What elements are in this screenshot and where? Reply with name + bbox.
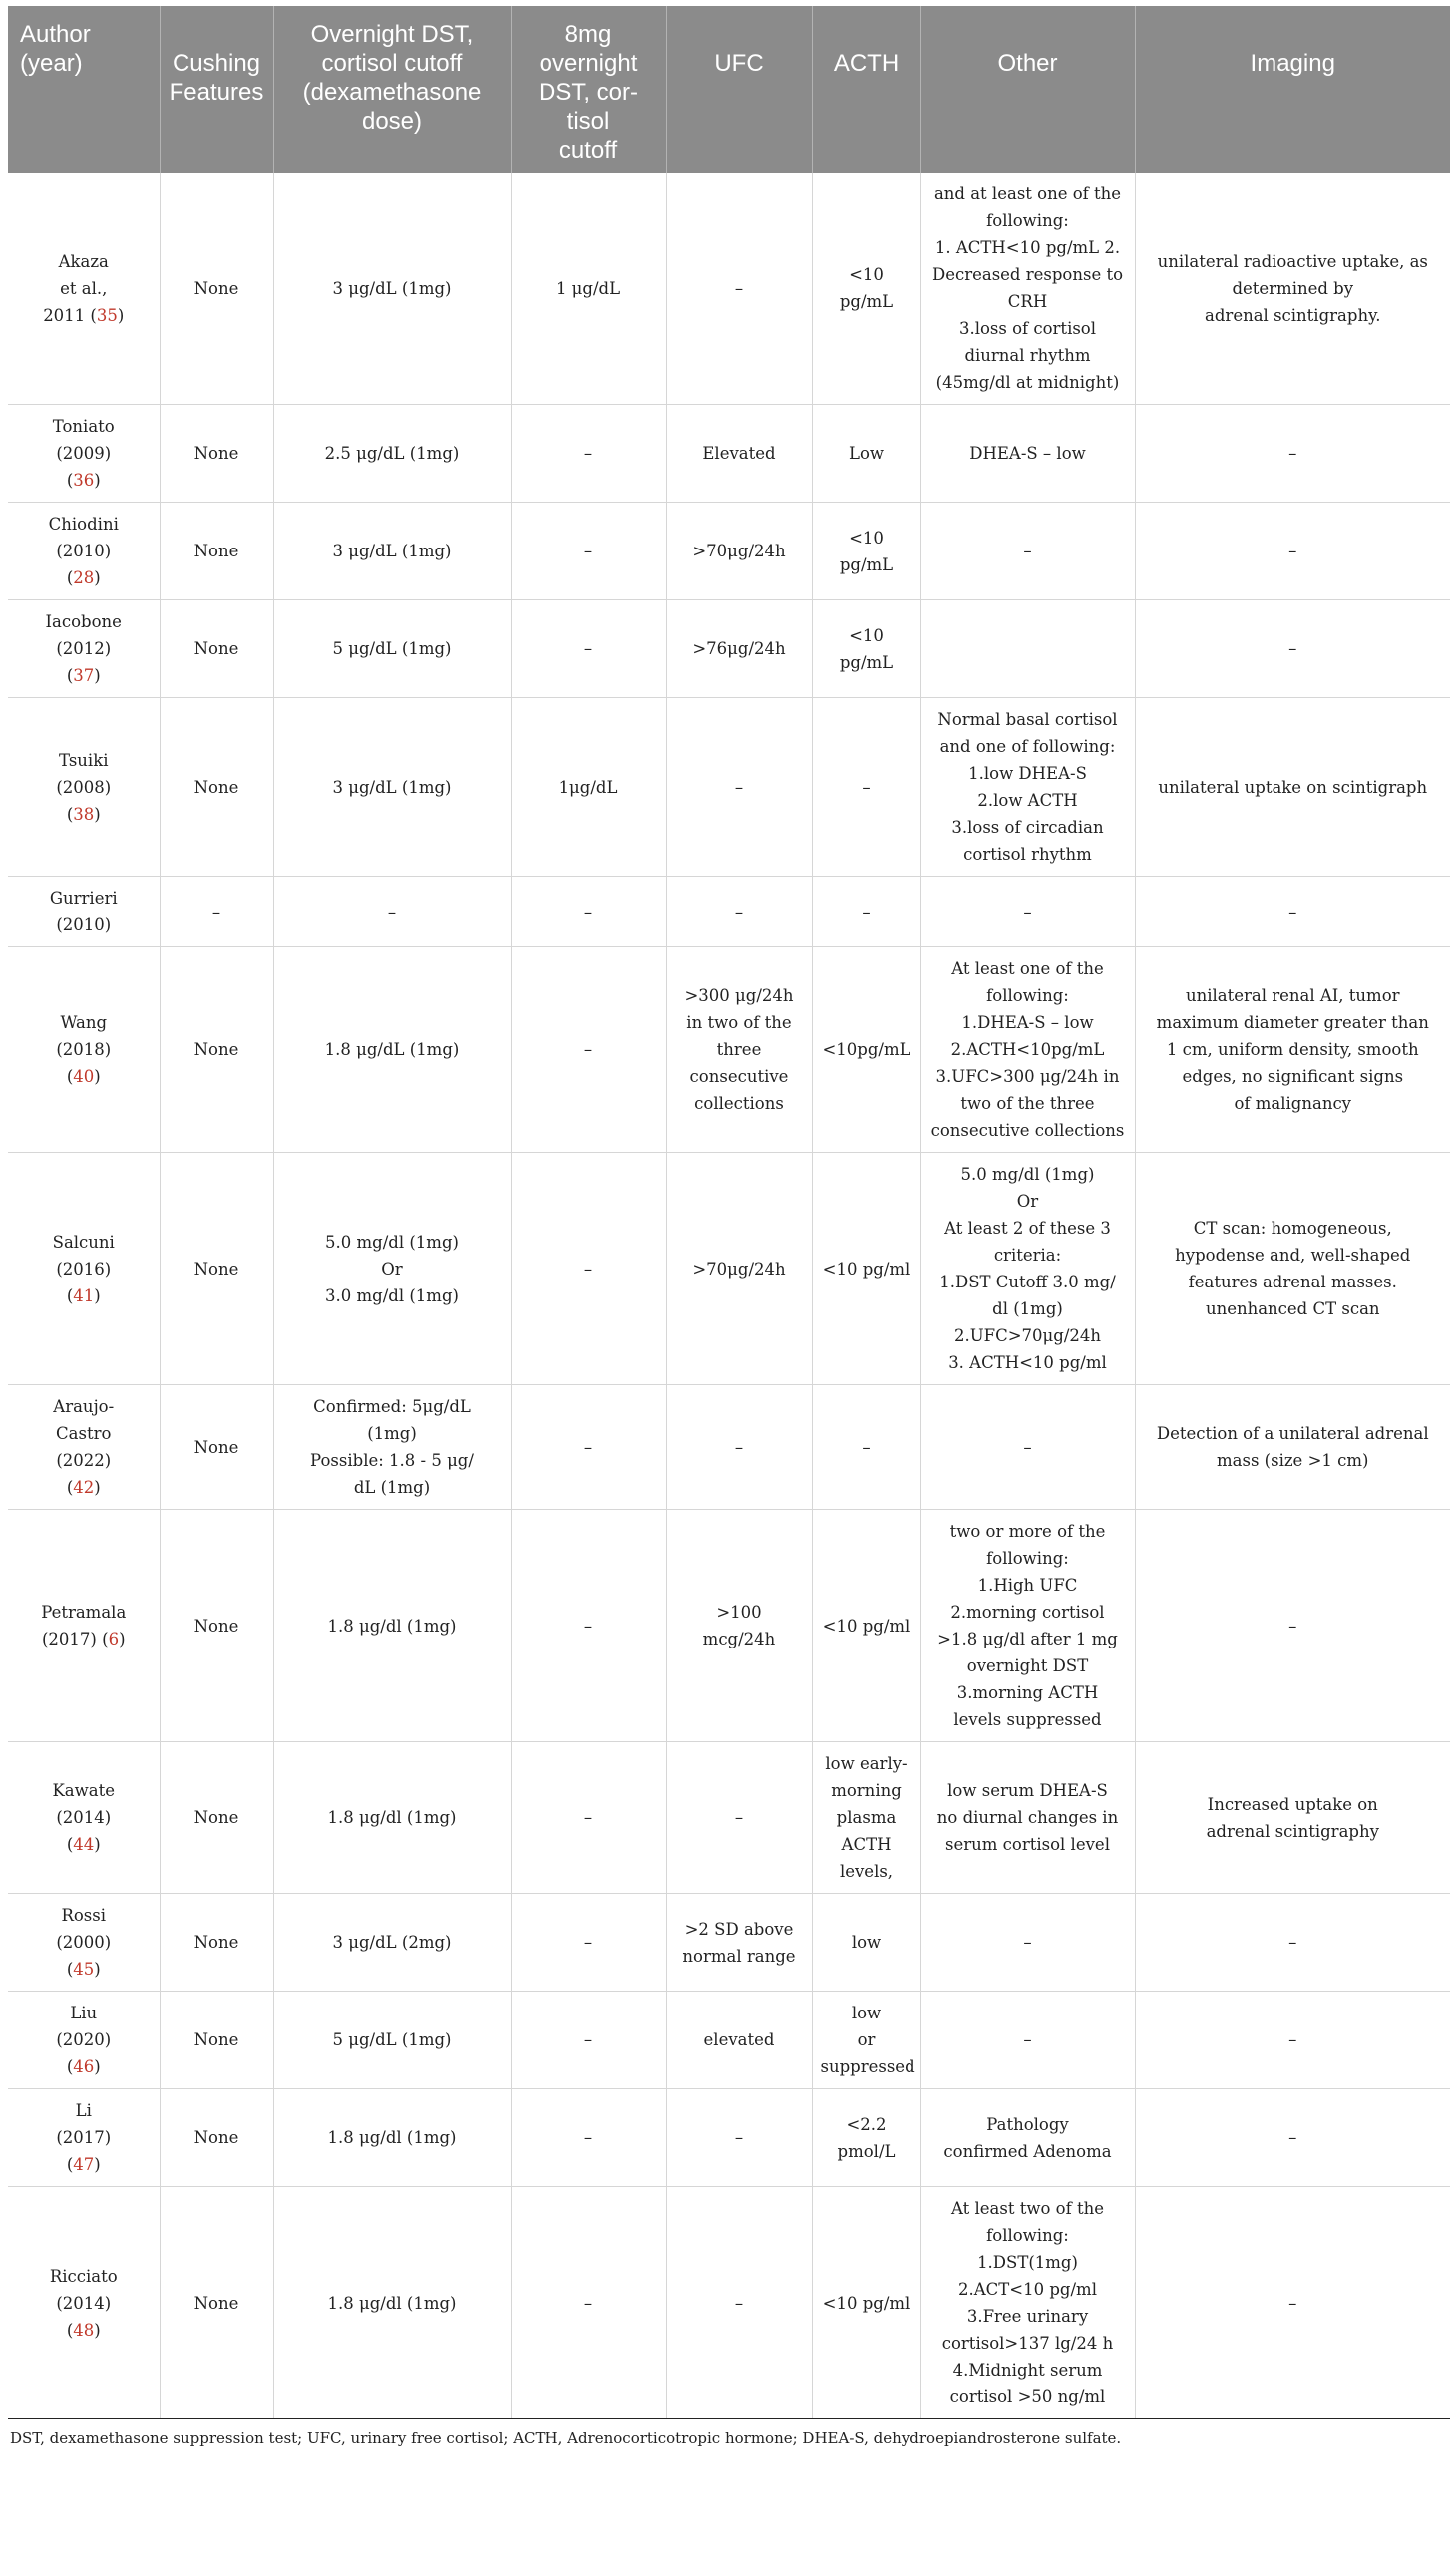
imaging-cell: – [1135, 600, 1450, 698]
author-name: Ricciato (2014) ( [49, 2266, 118, 2340]
cushing-features-cell: None [160, 600, 273, 698]
acth-cell: – [812, 1385, 920, 1510]
imaging-cell: – [1135, 1894, 1450, 1992]
other-cell: low serum DHEA-S no diurnal changes in serum cortisol level [920, 1742, 1135, 1894]
author-cell [8, 947, 160, 1153]
dst-8mg-cell: – [511, 1385, 666, 1510]
other-cell: At least one of the following: 1.DHEA-S – low 2.ACTH<10pg/mL 3.UFC>300 μg/24h in two of the three consecutive collections [920, 947, 1135, 1153]
table-row [8, 2187, 1450, 2419]
author-cell [8, 503, 160, 600]
header-row [8, 6, 1450, 173]
ufc-cell: – [666, 173, 812, 405]
author-cell [8, 405, 160, 503]
acth-cell: <10 pg/ml [812, 1510, 920, 1742]
cushing-features-header: Cushing Features [160, 6, 273, 173]
cushing-features-cell: None [160, 1153, 273, 1385]
imaging-cell: – [1135, 405, 1450, 503]
ufc-header: UFC [666, 6, 812, 173]
other-header: Other [920, 6, 1135, 173]
reference-link[interactable]: 38 [73, 804, 95, 824]
imaging-cell: – [1135, 1510, 1450, 1742]
dst-8mg-header: 8mg overnight DST, cor- tisol cutoff [511, 6, 666, 173]
table-row [8, 1510, 1450, 1742]
author-name: Akaza et al., 2011 ( [43, 251, 109, 325]
other-cell: – [920, 503, 1135, 600]
reference-link[interactable]: 35 [96, 305, 118, 325]
table-row [8, 1992, 1450, 2089]
other-cell: and at least one of the following: 1. ACTH<10 pg/mL 2. Decreased response to CRH 3.loss of cortisol diurnal rhythm (45mg/dl at midnight) [920, 173, 1135, 405]
table-row [8, 698, 1450, 877]
ufc-cell: – [666, 1385, 812, 1510]
acth-cell: <10pg/mL [812, 947, 920, 1153]
imaging-cell: Increased uptake on adrenal scintigraphy [1135, 1742, 1450, 1894]
table-row [8, 600, 1450, 698]
imaging-cell: – [1135, 877, 1450, 947]
ufc-cell: >70μg/24h [666, 1153, 812, 1385]
other-cell [920, 600, 1135, 698]
reference-close: ) [117, 305, 125, 325]
author-name: Iacobone (2012) ( [45, 612, 122, 685]
table-footnote: DST, dexamethasone suppression test; UFC, urinary free cortisol; ACTH, Adrenocorticotropic hormone; DHEA-S, dehydroepiandrosterone sulfate. [10, 2429, 1122, 2447]
reference-close: ) [94, 1478, 101, 1497]
reference-link[interactable]: 48 [73, 2320, 95, 2340]
other-cell: Normal basal cortisol and one of following: 1.low DHEA-S 2.low ACTH 3.loss of circadian cortisol rhythm [920, 698, 1135, 877]
other-cell: DHEA-S – low [920, 405, 1135, 503]
author-cell [8, 1153, 160, 1385]
author-name: Araujo- Castro (2022) ( [53, 1397, 115, 1497]
overnight-dst-cell: 5 μg/dL (1mg) [273, 1992, 511, 2089]
author-cell [8, 1894, 160, 1992]
ufc-cell: >2 SD above normal range [666, 1894, 812, 1992]
dst-8mg-cell: – [511, 877, 666, 947]
dst-8mg-cell: – [511, 405, 666, 503]
other-cell: 5.0 mg/dl (1mg) Or At least 2 of these 3 criteria: 1.DST Cutoff 3.0 mg/ dl (1mg) 2.UFC>70μg/24h 3. ACTH<10 pg/ml [920, 1153, 1135, 1385]
table-row [8, 503, 1450, 600]
author-cell [8, 173, 160, 405]
imaging-cell: CT scan: homogeneous, hypodense and, well-shaped features adrenal masses. unenhanced CT scan [1135, 1153, 1450, 1385]
author-name: Rossi (2000) ( [56, 1906, 112, 1979]
author-name: Salcuni (2016) ( [52, 1232, 115, 1305]
author-name: Li (2017) ( [56, 2101, 112, 2174]
ufc-cell: Elevated [666, 405, 812, 503]
overnight-dst-cell: 3 μg/dL (1mg) [273, 698, 511, 877]
criteria-table [8, 6, 1450, 2419]
dst-8mg-cell: – [511, 1153, 666, 1385]
reference-link[interactable]: 46 [73, 2057, 95, 2076]
table-row [8, 1894, 1450, 1992]
cushing-features-cell: None [160, 1992, 273, 2089]
dst-8mg-cell: – [511, 1742, 666, 1894]
author-cell [8, 1385, 160, 1510]
overnight-dst-cell: Confirmed: 5μg/dL (1mg) Possible: 1.8 - 5 μg/ dL (1mg) [273, 1385, 511, 1510]
author-name: Tsuiki (2008) ( [56, 750, 112, 824]
reference-link[interactable]: 6 [108, 1630, 120, 1648]
overnight-dst-cell: 1.8 μg/dL (1mg) [273, 947, 511, 1153]
acth-cell: <10 pg/mL [812, 600, 920, 698]
other-cell: – [920, 1992, 1135, 2089]
overnight-dst-cell: – [273, 877, 511, 947]
overnight-dst-cell: 3 μg/dL (1mg) [273, 173, 511, 405]
reference-close: ) [94, 568, 101, 587]
dst-8mg-cell: – [511, 2187, 666, 2419]
author-name: Chiodini (2010) ( [48, 515, 119, 587]
author-cell [8, 2089, 160, 2187]
imaging-cell: – [1135, 2089, 1450, 2187]
other-cell: – [920, 1894, 1135, 1992]
imaging-cell: unilateral radioactive uptake, as determined by adrenal scintigraphy. [1135, 173, 1450, 405]
cushing-features-cell: None [160, 1894, 273, 1992]
reference-link[interactable]: 28 [73, 568, 95, 587]
ufc-cell: – [666, 2089, 812, 2187]
cushing-features-cell: None [160, 947, 273, 1153]
author-cell [8, 1992, 160, 2089]
acth-cell: – [812, 877, 920, 947]
ufc-cell: – [666, 698, 812, 877]
acth-cell: <10 pg/ml [812, 1153, 920, 1385]
dst-8mg-cell: – [511, 947, 666, 1153]
reference-close: ) [94, 2057, 101, 2076]
author-cell [8, 698, 160, 877]
ufc-cell: >300 μg/24h in two of the three consecutive collections [666, 947, 812, 1153]
other-cell: two or more of the following: 1.High UFC 2.morning cortisol >1.8 μg/dl after 1 mg overnight DST 3.morning ACTH levels suppressed [920, 1510, 1135, 1742]
reference-close: ) [94, 1960, 101, 1979]
ufc-cell: >76μg/24h [666, 600, 812, 698]
table-row [8, 1153, 1450, 1385]
author-year-header: Author (year) [8, 6, 160, 173]
cushing-features-cell: None [160, 698, 273, 877]
overnight-dst-cell: 1.8 μg/dl (1mg) [273, 2187, 511, 2419]
reference-link[interactable]: 42 [73, 1478, 95, 1497]
reference-close: ) [94, 666, 101, 685]
dst-8mg-cell: – [511, 2089, 666, 2187]
author-cell [8, 1742, 160, 1894]
reference-link[interactable]: 36 [73, 471, 95, 490]
reference-close: ) [94, 2155, 101, 2174]
author-name: Toniato (2009) ( [52, 417, 115, 490]
table-row [8, 1742, 1450, 1894]
author-name: Wang (2018) ( [56, 1013, 112, 1086]
author-name: Liu (2020) ( [56, 2004, 112, 2076]
imaging-header: Imaging [1135, 6, 1450, 173]
author-cell [8, 1510, 160, 1742]
reference-link[interactable]: 45 [73, 1960, 95, 1979]
reference-link[interactable]: 47 [73, 2155, 95, 2174]
author-cell [8, 2187, 160, 2419]
acth-cell: – [812, 698, 920, 877]
acth-cell: <10 pg/mL [812, 173, 920, 405]
overnight-dst-header: Overnight DST, cortisol cutoff (dexamethasone dose) [273, 6, 511, 173]
overnight-dst-cell: 5.0 mg/dl (1mg) Or 3.0 mg/dl (1mg) [273, 1153, 511, 1385]
acth-cell: low or suppressed [812, 1992, 920, 2089]
reference-link[interactable]: 37 [73, 666, 95, 685]
overnight-dst-cell: 3 μg/dL (1mg) [273, 503, 511, 600]
overnight-dst-cell: 5 μg/dL (1mg) [273, 600, 511, 698]
table-row [8, 2089, 1450, 2187]
imaging-cell: – [1135, 2187, 1450, 2419]
cushing-features-cell: None [160, 2089, 273, 2187]
reference-close: ) [119, 1630, 126, 1648]
dst-8mg-cell: – [511, 600, 666, 698]
cushing-features-cell: None [160, 173, 273, 405]
acth-cell: Low [812, 405, 920, 503]
other-cell: – [920, 1385, 1135, 1510]
table-row [8, 947, 1450, 1153]
overnight-dst-cell: 1.8 μg/dl (1mg) [273, 1510, 511, 1742]
cushing-features-cell: None [160, 503, 273, 600]
ufc-cell: >70μg/24h [666, 503, 812, 600]
ufc-cell: – [666, 2187, 812, 2419]
table-row [8, 405, 1450, 503]
reference-close: ) [94, 1835, 101, 1854]
acth-header: ACTH [812, 6, 920, 173]
table-row [8, 877, 1450, 947]
author-cell [8, 877, 160, 947]
cushing-features-cell: None [160, 1385, 273, 1510]
ufc-cell: elevated [666, 1992, 812, 2089]
overnight-dst-cell: 3 μg/dL (2mg) [273, 1894, 511, 1992]
reference-link[interactable]: 41 [73, 1285, 95, 1305]
imaging-cell: unilateral uptake on scintigraph [1135, 698, 1450, 877]
cushing-features-cell: None [160, 1510, 273, 1742]
reference-close: ) [94, 471, 101, 490]
cushing-features-cell: None [160, 405, 273, 503]
ufc-cell: – [666, 1742, 812, 1894]
reference-link[interactable]: 44 [73, 1835, 95, 1854]
reference-close: ) [94, 2320, 101, 2340]
author-cell [8, 600, 160, 698]
reference-link[interactable]: 40 [73, 1067, 95, 1086]
dst-8mg-cell: – [511, 1510, 666, 1742]
acth-cell: <10 pg/mL [812, 503, 920, 600]
dst-8mg-cell: 1μg/dL [511, 698, 666, 877]
author-name: Kawate (2014) ( [52, 1781, 116, 1854]
author-name: Petramala (2017) ( [41, 1603, 127, 1648]
overnight-dst-cell: 1.8 μg/dl (1mg) [273, 1742, 511, 1894]
dst-8mg-cell: – [511, 1992, 666, 2089]
overnight-dst-cell: 1.8 μg/dl (1mg) [273, 2089, 511, 2187]
dst-8mg-cell: – [511, 1894, 666, 1992]
ufc-cell: – [666, 877, 812, 947]
ufc-cell: >100 mcg/24h [666, 1510, 812, 1742]
cushing-features-cell: None [160, 2187, 273, 2419]
other-cell: Pathology confirmed Adenoma [920, 2089, 1135, 2187]
imaging-cell: – [1135, 1992, 1450, 2089]
acth-cell: <2.2 pmol/L [812, 2089, 920, 2187]
imaging-cell: unilateral renal AI, tumor maximum diameter greater than 1 cm, uniform density, smooth edges, no significant signs of malignancy [1135, 947, 1450, 1153]
cushing-features-cell: None [160, 1742, 273, 1894]
reference-close: ) [94, 1067, 101, 1086]
table-container [8, 6, 1450, 2447]
dst-8mg-cell: 1 μg/dL [511, 173, 666, 405]
reference-close: ) [94, 1285, 101, 1305]
reference-close: ) [94, 804, 101, 824]
acth-cell: <10 pg/ml [812, 2187, 920, 2419]
acth-cell: low [812, 1894, 920, 1992]
imaging-cell: Detection of a unilateral adrenal mass (size >1 cm) [1135, 1385, 1450, 1510]
dst-8mg-cell: – [511, 503, 666, 600]
imaging-cell: – [1135, 503, 1450, 600]
table-row [8, 1385, 1450, 1510]
author-name: Gurrieri (2010) [49, 889, 118, 934]
cushing-features-cell: – [160, 877, 273, 947]
other-cell: – [920, 877, 1135, 947]
table-body [8, 173, 1450, 2419]
acth-cell: low early- morning plasma ACTH levels, [812, 1742, 920, 1894]
other-cell: At least two of the following: 1.DST(1mg) 2.ACT<10 pg/ml 3.Free urinary cortisol>137 lg/24 h 4.Midnight serum cortisol >50 ng/ml [920, 2187, 1135, 2419]
table-row [8, 173, 1450, 405]
overnight-dst-cell: 2.5 μg/dL (1mg) [273, 405, 511, 503]
